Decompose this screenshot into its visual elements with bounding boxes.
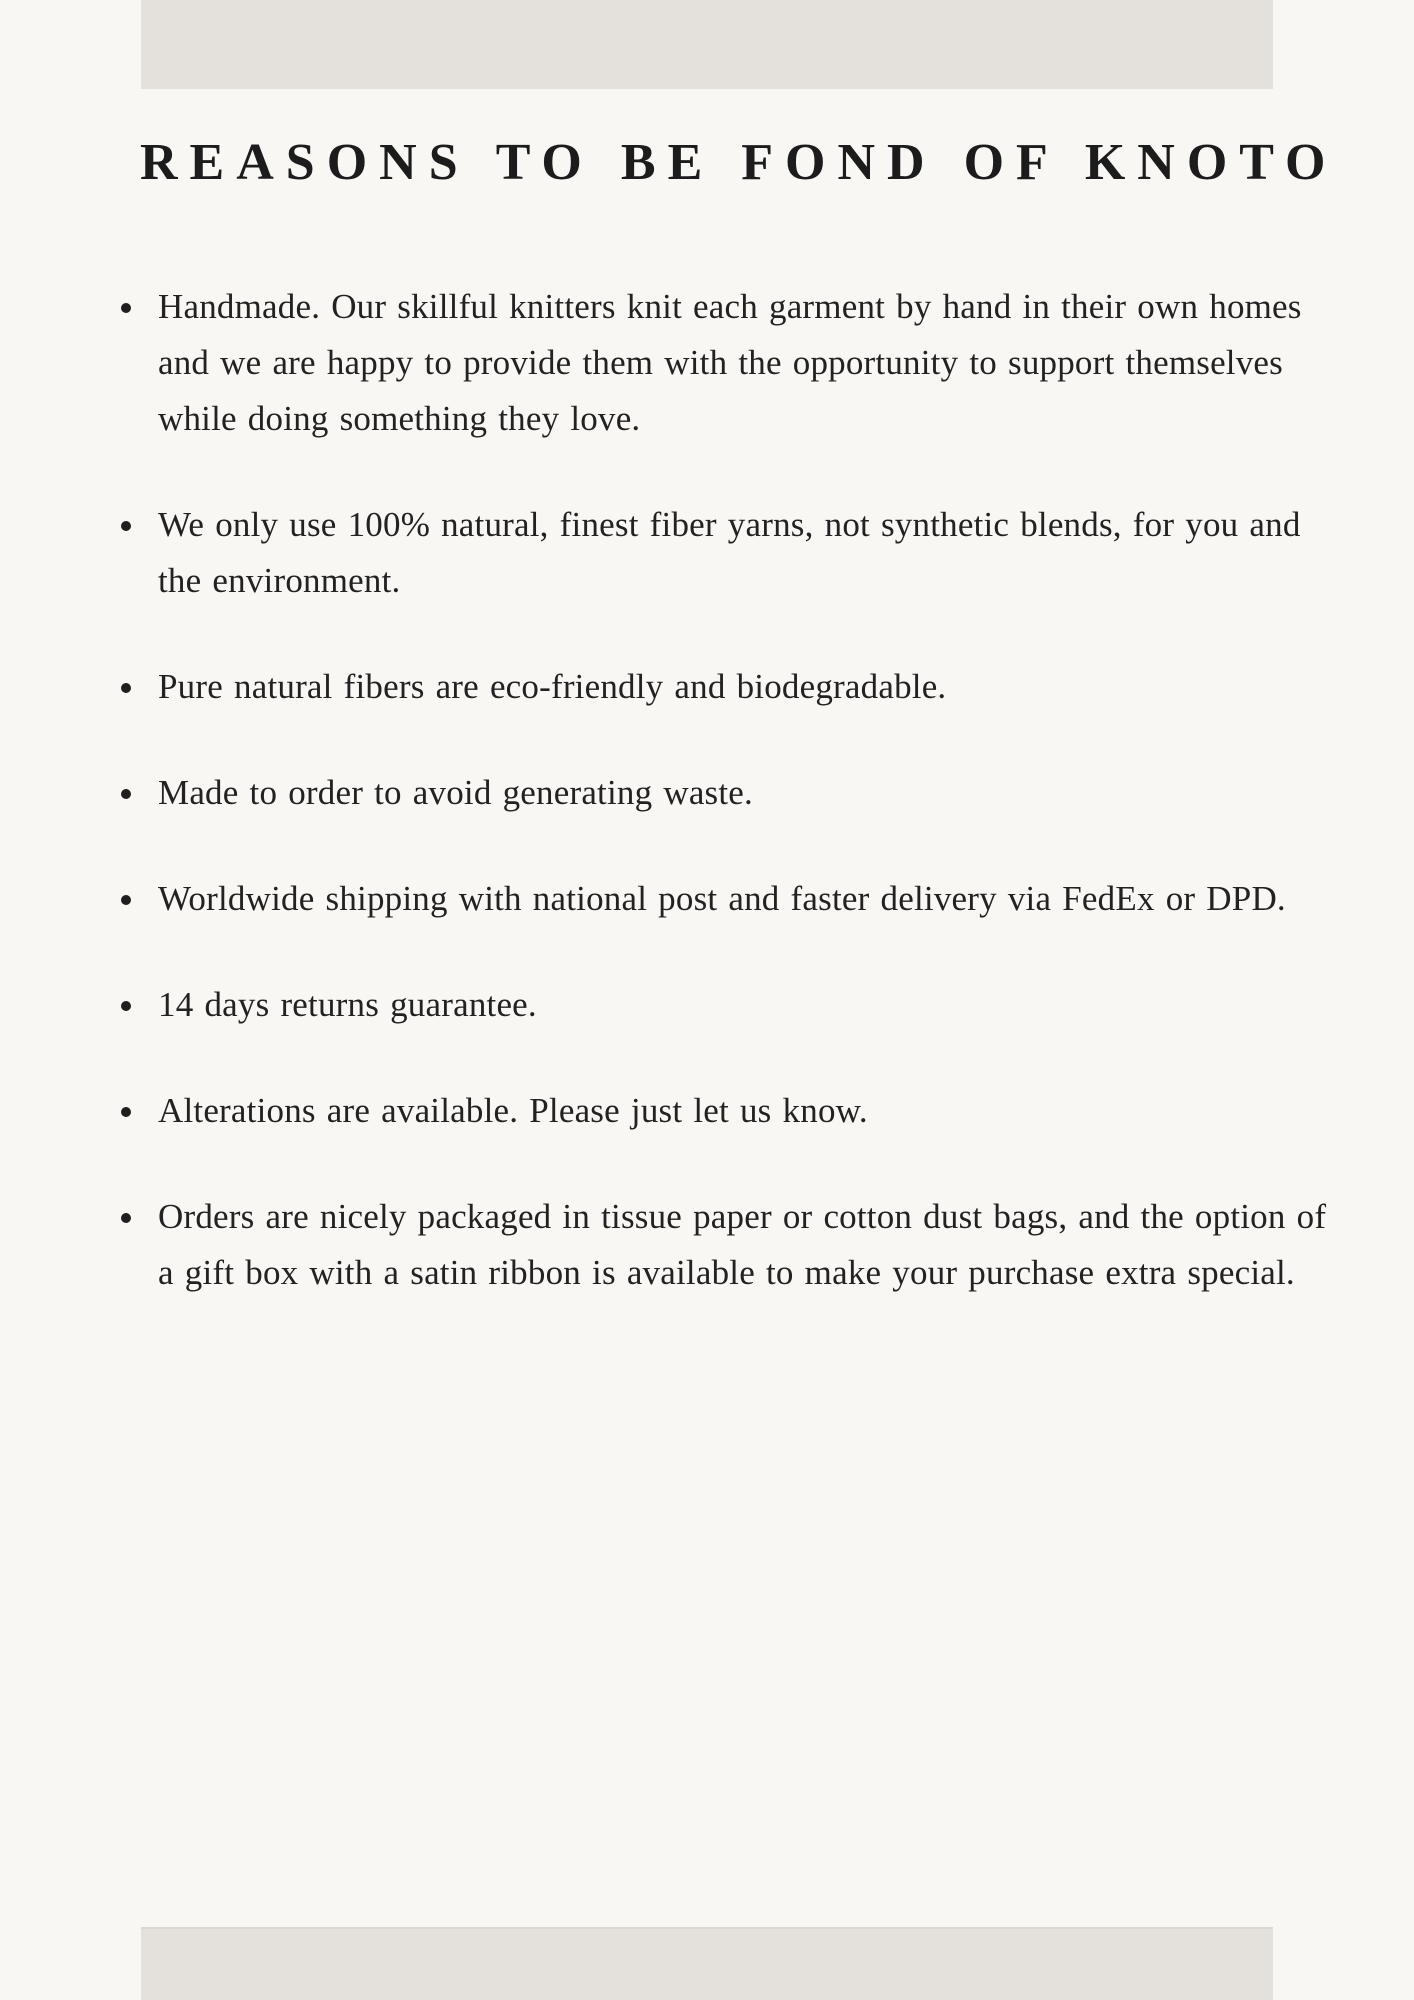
bullet-icon [121, 303, 131, 313]
list-item-text: Worldwide shipping with national post and faster delivery via FedEx or DPD. [158, 878, 1286, 918]
list-item [121, 1083, 1338, 1139]
page-title: REASONS TO BE FOND OF KNOTO [140, 134, 1338, 191]
list-item-text: Orders are nicely packaged in tissue paper or cotton dust bags, and the option of a gift box with a satin ribbon is available to make your purchase extra special. [158, 1196, 1327, 1292]
list-item-text: Handmade. Our skillful knitters knit each garment by hand in their own homes and we are happy to provide them with the opportunity to support themselves while doing something they love. [158, 286, 1302, 438]
bullet-icon [121, 1213, 131, 1223]
list-item-text: Alterations are available. Please just let us know. [158, 1090, 868, 1130]
list-item [121, 871, 1338, 927]
benefits-list [0, 279, 1414, 1301]
bottom-banner [141, 1927, 1273, 2000]
bullet-icon [121, 1001, 131, 1011]
list-item-text: We only use 100% natural, finest fiber yarns, not synthetic blends, for you and the environment. [158, 504, 1301, 600]
list-item-text: Pure natural fibers are eco-friendly and biodegradable. [158, 666, 947, 706]
bullet-icon [121, 895, 131, 905]
bullet-icon [121, 1107, 131, 1117]
bullet-icon [121, 683, 131, 693]
bullet-icon [121, 789, 131, 799]
list-item [121, 977, 1338, 1033]
list-item-text: 14 days returns guarantee. [158, 984, 537, 1024]
list-item [121, 765, 1338, 821]
list-item [121, 1189, 1338, 1301]
list-item-text: Made to order to avoid generating waste. [158, 772, 753, 812]
list-item [121, 279, 1338, 447]
list-item [121, 497, 1338, 609]
bullet-icon [121, 521, 131, 531]
list-item [121, 659, 1338, 715]
